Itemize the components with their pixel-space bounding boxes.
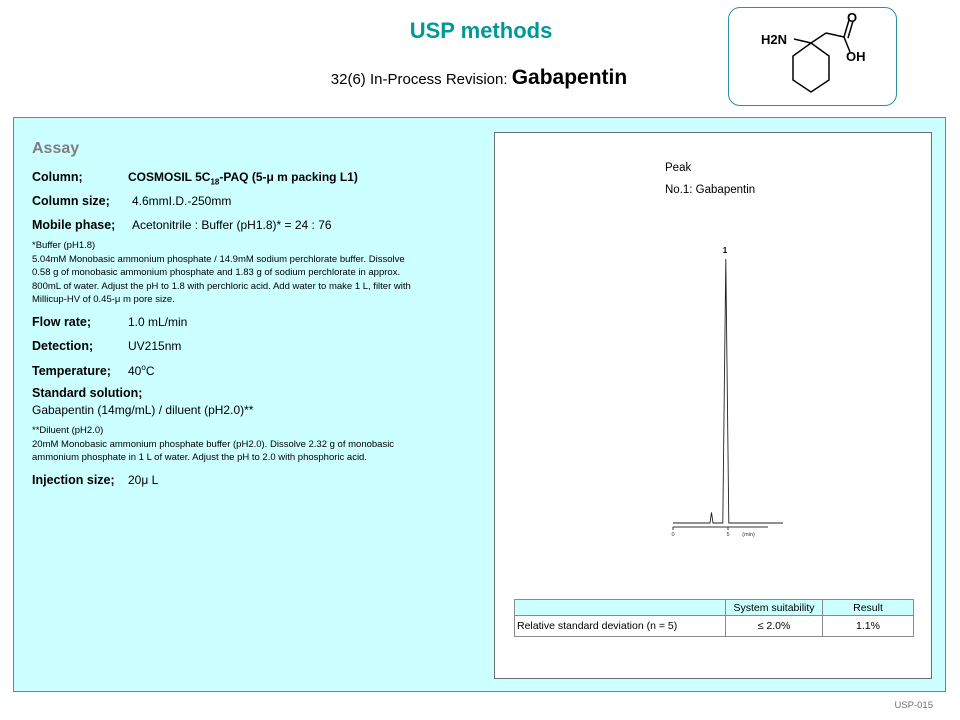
assay-heading: Assay [32, 140, 80, 157]
system-suitability-table [514, 599, 914, 637]
detection-row [32, 339, 181, 353]
chromatogram-trace [673, 259, 783, 523]
note-line: 0.58 g of monobasic ammonium phosphate and 1.83 g of sodium perchlorate in approx. [32, 267, 401, 279]
cell-parameter: Relative standard deviation (n = 5) [515, 616, 726, 637]
peak-number-label: 1 [722, 246, 728, 255]
x-axis-unit: (min) [742, 532, 755, 538]
carbonyl-label: O [847, 10, 858, 25]
mobile-phase-label: Mobile phase; [32, 218, 116, 232]
detection-label: Detection; [32, 339, 94, 353]
peak-labels [723, 246, 728, 255]
column-value-rest: -PAQ (5-μ m packing L1) [219, 170, 358, 184]
flow-rate-label: Flow rate; [32, 315, 92, 329]
injection-value: 20μ L [128, 473, 159, 487]
gabapentin-structure [729, 8, 896, 105]
structure-box [728, 7, 897, 106]
x-ticks [672, 527, 730, 538]
temperature-unit: C [145, 364, 155, 378]
temperature-row [32, 363, 154, 378]
mobile-phase-row [32, 218, 332, 232]
cyclohexane-ring [793, 43, 829, 92]
revision-label: 32(6) In-Process Revision: [330, 71, 512, 88]
table-row [515, 616, 914, 637]
chromatogram-chart [495, 133, 931, 553]
column-value-main: COSMOSIL 5C [128, 170, 211, 184]
x-tick-label: 0 [671, 532, 675, 538]
header-cell-parameter [515, 600, 726, 616]
temperature-value [128, 364, 154, 378]
peak-legend-title: Peak [665, 162, 692, 174]
column-size-label: Column size; [32, 194, 110, 208]
note-line: Millicup-HV of 0.45-μ m pore size. [32, 294, 175, 306]
column-value-subscript: 18 [210, 177, 220, 187]
note-line: *Buffer (pH1.8) [32, 240, 96, 251]
table-header-row [515, 600, 914, 616]
document-code: USP-015 [894, 700, 933, 711]
note-line: 800mL of water. Adjust the pH to 1.8 with perchloric acid. Add water to make 1 L, filter with [32, 280, 411, 292]
peak-legend-entry: No.1: Gabapentin [665, 184, 756, 196]
header-cell-result: Result [823, 600, 914, 616]
page-title: USP methods [409, 18, 553, 43]
note-line: **Diluent (pH2.0) [32, 425, 104, 436]
mobile-phase-value: Acetonitrile : Buffer (pH1.8)* = 24 : 76 [132, 218, 332, 232]
column-value [128, 170, 358, 187]
assay-panel [13, 117, 946, 692]
flow-rate-row [32, 315, 187, 329]
diluent-note [32, 424, 472, 465]
cell-result: 1.1% [823, 616, 914, 637]
standard-label: Standard solution; [32, 386, 143, 400]
temperature-number: 40 [128, 364, 142, 378]
standard-label-row [32, 386, 142, 400]
compound-name: Gabapentin [511, 66, 628, 89]
hydroxyl-label: OH [846, 49, 866, 64]
buffer-note [32, 239, 472, 307]
detection-value: UV215nm [128, 339, 182, 353]
note-line: 20mM Monobasic ammonium phosphate buffer (pH2.0). Dissolve 2.32 g of monobasic [32, 438, 395, 450]
column-label: Column; [32, 170, 83, 184]
bond-methylene [811, 33, 826, 43]
standard-value: Gabapentin (14mg/mL) / diluent (pH2.0)** [32, 403, 254, 417]
flow-rate-value: 1.0 mL/min [128, 315, 188, 329]
temperature-label: Temperature; [32, 364, 111, 378]
note-line: ammonium phosphate in 1 L of water. Adjust the pH to 2.0 with phosphoric acid. [32, 452, 367, 464]
header-cell-suitability: System suitability [726, 600, 823, 616]
chromatogram-panel [494, 132, 932, 679]
injection-label: Injection size; [32, 473, 115, 487]
temperature-degree: o [141, 363, 146, 372]
amine-label: H2N [761, 32, 788, 47]
bond-aminomethyl [794, 39, 811, 43]
column-size-value: 4.6mmI.D.-250mm [132, 194, 232, 208]
cell-criterion: ≤ 2.0% [726, 616, 823, 637]
bond-carboxyl [826, 33, 844, 37]
column-row [32, 170, 358, 186]
column-size-row [32, 194, 231, 208]
injection-row [32, 473, 158, 487]
x-tick-label: 5 [726, 532, 730, 538]
note-line: 5.04mM Monobasic ammonium phosphate / 14.9mM sodium perchlorate buffer. Dissolve [32, 253, 405, 265]
